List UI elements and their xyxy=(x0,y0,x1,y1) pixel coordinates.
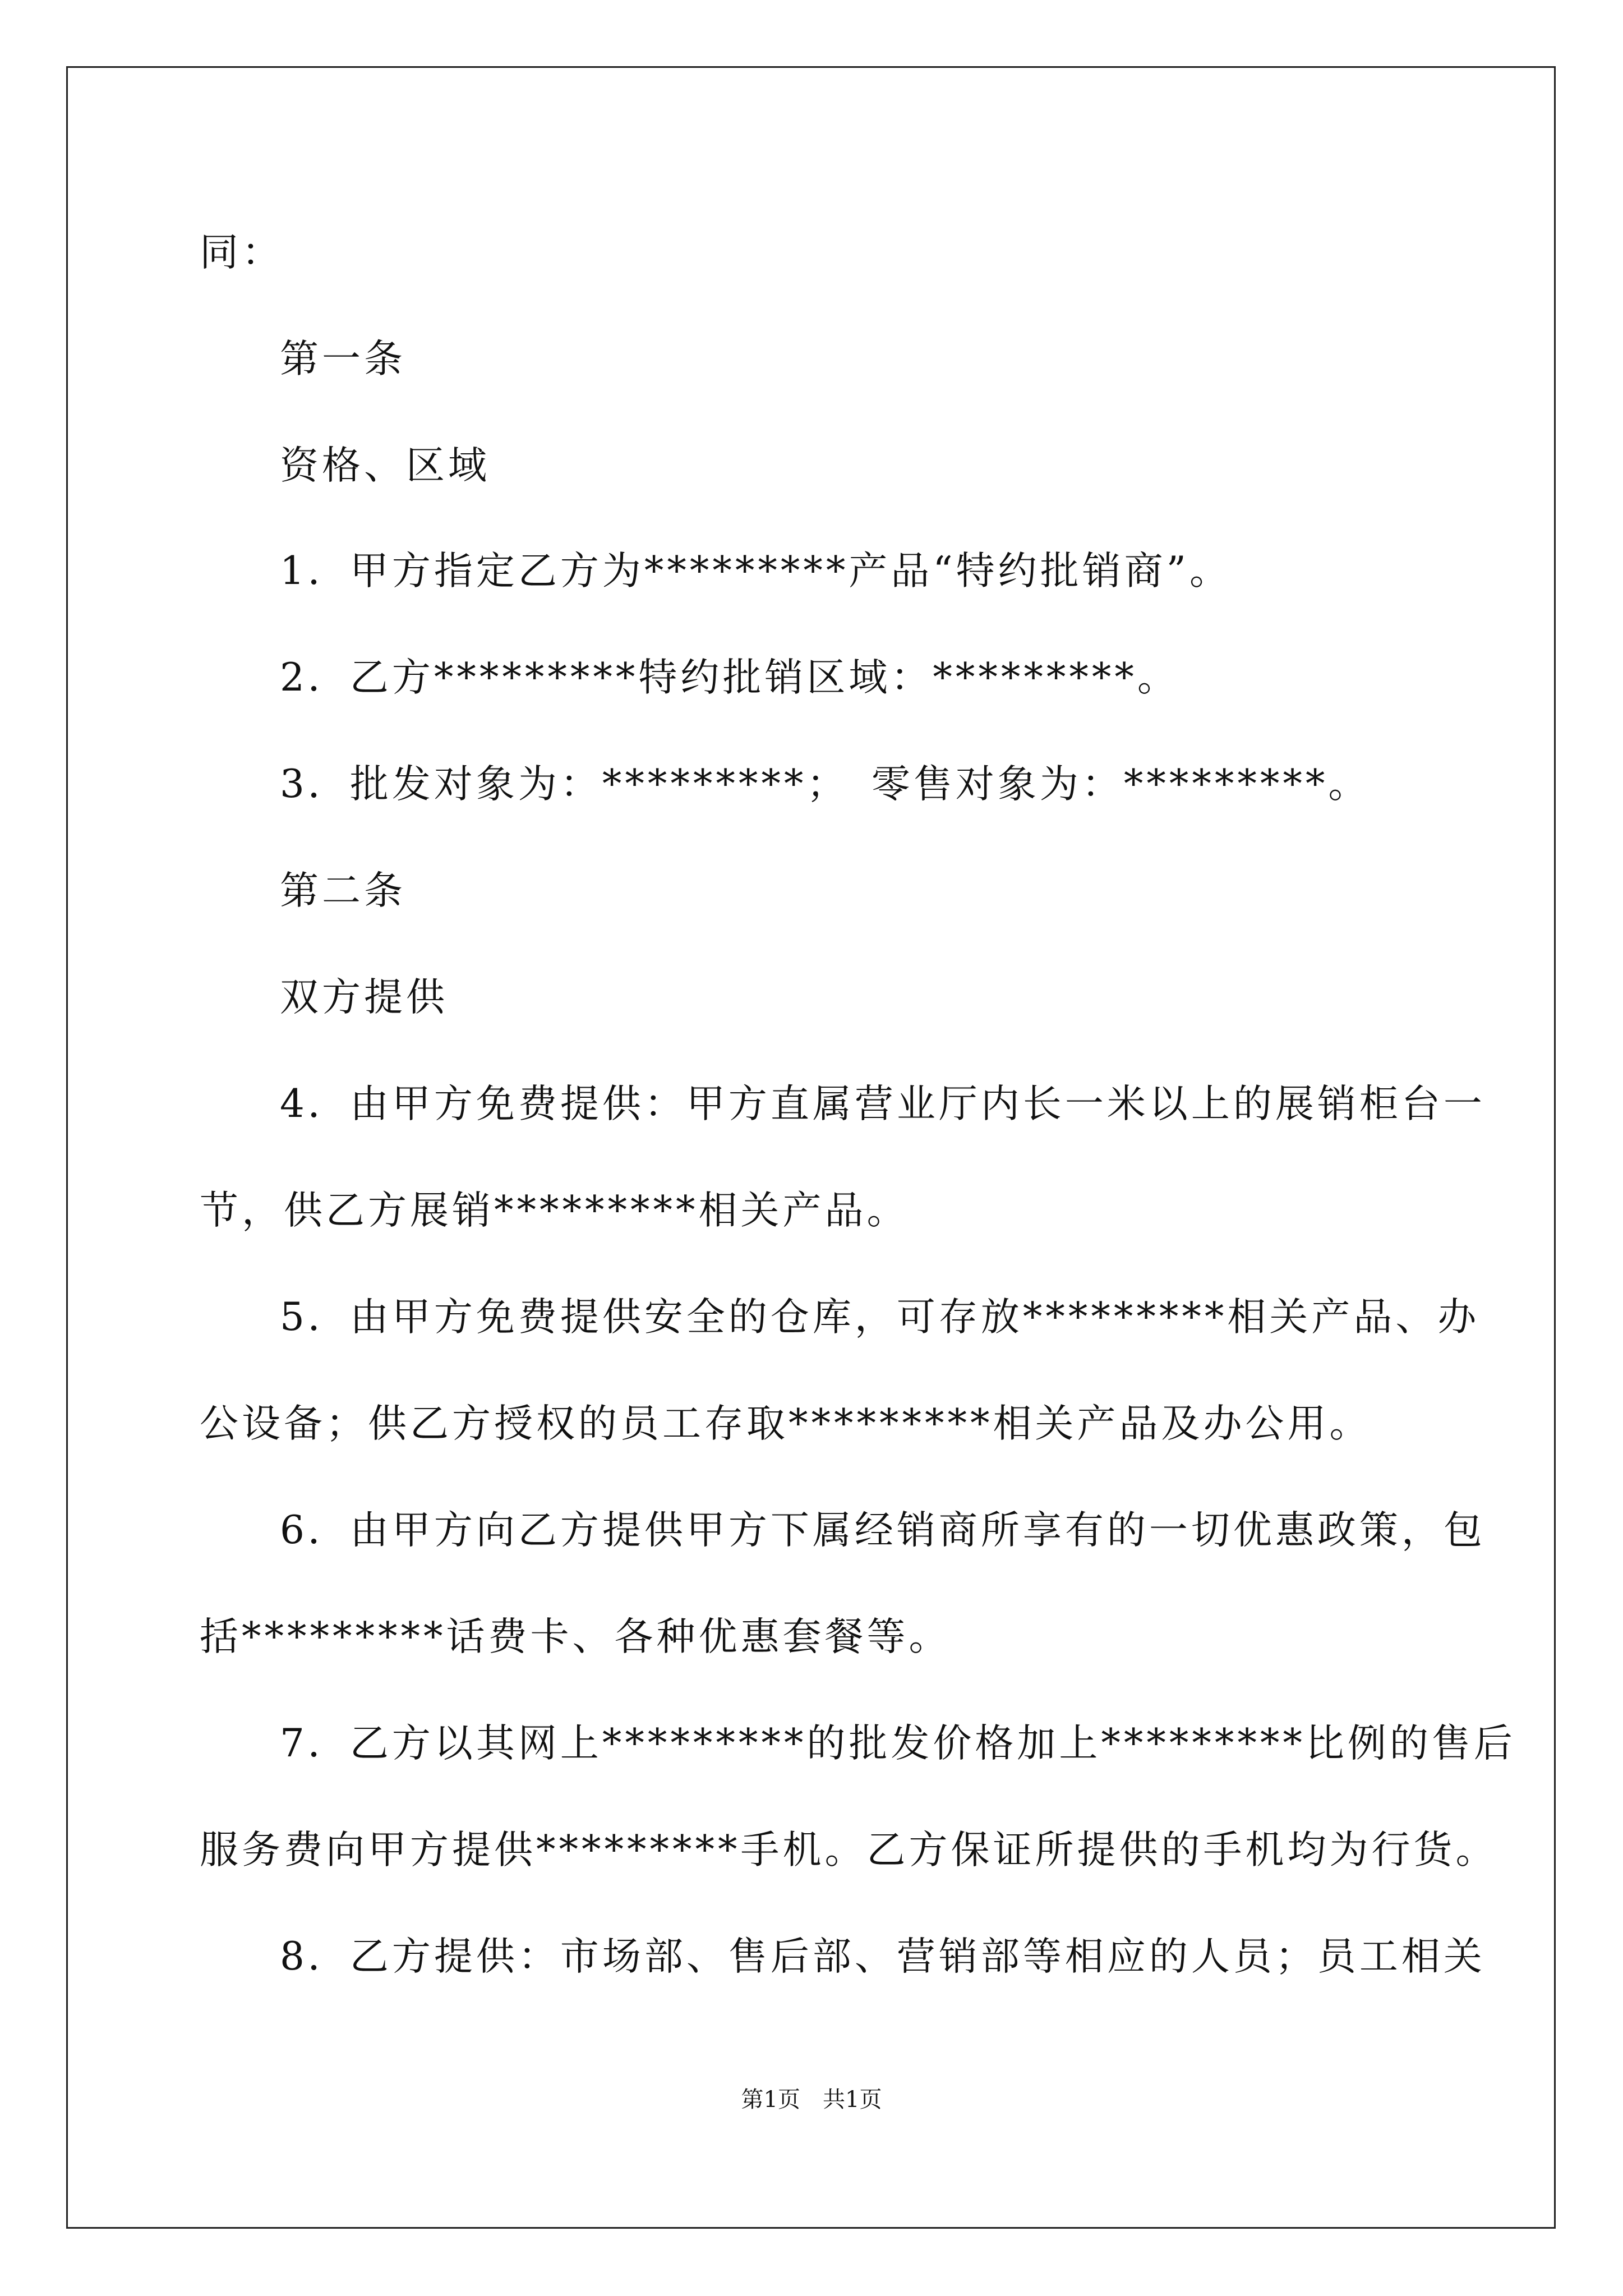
paragraph-line: 8．乙方提供：市场部、售后部、营销部等相应的人员；员工相关 xyxy=(280,1934,1486,1979)
paragraph-line: 节，供乙方展销*********相关产品。 xyxy=(200,1188,909,1233)
paragraph-line: 服务费向甲方提供*********手机。乙方保证所提供的手机均为行货。 xyxy=(200,1828,1498,1872)
paragraph-line: 5．由甲方免费提供安全的仓库，可存放*********相关产品、办 xyxy=(280,1295,1480,1340)
article-heading: 第一条 xyxy=(280,337,406,381)
page-footer: 第1页 共1页 xyxy=(741,2087,882,2113)
paragraph-line: 2．乙方*********特约批销区域：*********。 xyxy=(280,655,1179,700)
page-border xyxy=(66,66,1556,2229)
paragraph-line: 3．批发对象为：*********； 零售对象为：*********。 xyxy=(280,762,1371,807)
paragraph-line: 括*********话费卡、各种优惠套餐等。 xyxy=(200,1614,951,1659)
section-heading: 资格、区域 xyxy=(280,443,490,488)
paragraph-line: 7．乙方以其网上*********的批发价格加上*********比例的售后 xyxy=(280,1721,1516,1766)
paragraph-line: 公设备；供乙方授权的员工存取*********相关产品及办公用。 xyxy=(200,1401,1372,1446)
section-heading: 双方提供 xyxy=(280,975,448,1020)
paragraph-line: 同： xyxy=(200,230,284,275)
article-heading: 第二条 xyxy=(280,868,406,913)
paragraph-line: 6．由甲方向乙方提供甲方下属经销商所享有的一切优惠政策，包 xyxy=(280,1508,1486,1553)
paragraph-line: 1．甲方指定乙方为*********产品“特约批销商”。 xyxy=(280,549,1232,593)
paragraph-line: 4．由甲方免费提供：甲方直属营业厅内长一米以上的展销柜台一 xyxy=(280,1082,1486,1126)
